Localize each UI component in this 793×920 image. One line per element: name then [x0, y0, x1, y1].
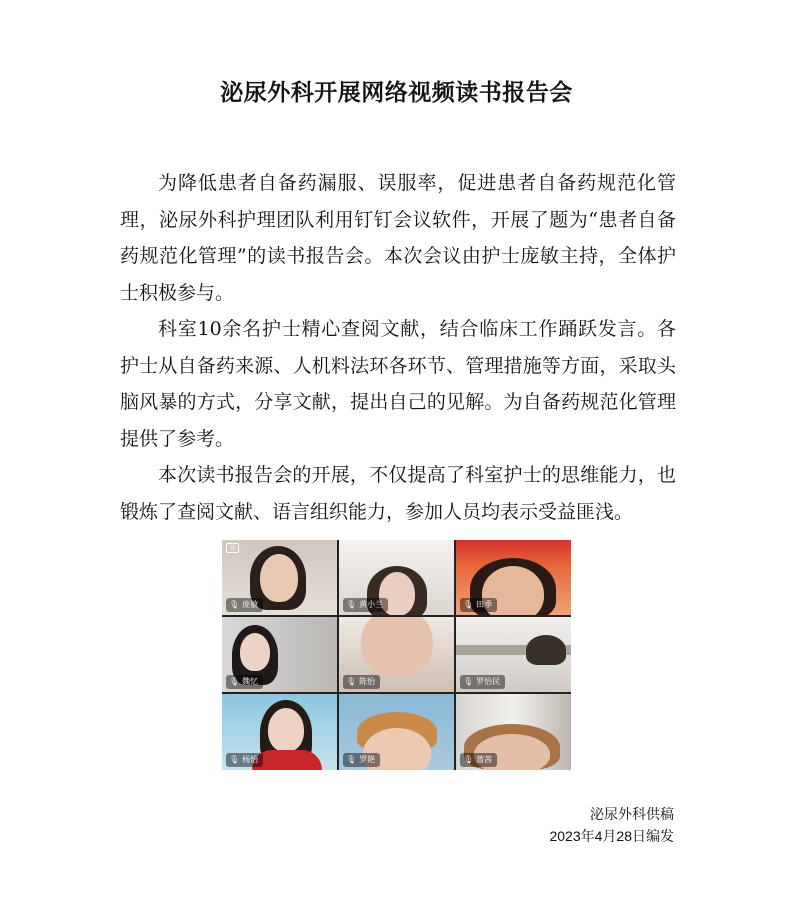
video-call-screenshot [222, 540, 571, 770]
microphone-icon: 🎙 [229, 600, 240, 609]
video-tile [222, 540, 337, 615]
participant-name-tag [343, 675, 380, 689]
microphone-icon: 🎙 [346, 600, 357, 609]
microphone-icon: 🎙 [463, 600, 474, 609]
participant-name: 蔷茜 [476, 755, 493, 764]
video-tile [222, 617, 337, 692]
microphone-icon: 🎙 [463, 677, 474, 686]
camera-switch-icon: ◎ [226, 543, 239, 553]
source-credit: 泌尿外科供稿 [590, 806, 674, 822]
video-tile [339, 617, 454, 692]
participant-name-tag [343, 598, 388, 612]
microphone-icon: 🎙 [463, 755, 474, 764]
video-tile [339, 540, 454, 615]
video-tile [456, 540, 571, 615]
video-tile [456, 694, 571, 770]
video-tile [222, 694, 337, 770]
participant-name-tag [460, 675, 505, 689]
microphone-icon: 🎙 [346, 755, 357, 764]
participant-name-tag [460, 753, 497, 767]
participant-name: 罗艳 [359, 755, 376, 764]
paragraph-1: 为降低患者自备药漏服、误服率，促进患者自备药规范化管理，泌尿外科护理团队利用钉钉会议软件，开展了题为“患者自备药规范化管理”的读书报告会。本次会议由护士庞敏主持，全体护士积极参与。 [120, 172, 676, 304]
participant-name-tag [226, 753, 263, 767]
paragraph-2: 科室10余名护士精心查阅文献，结合临床工作踊跃发言。各护士从自备药来源、人机料法环各环节、管理措施等方面，采取头脑风暴的方式，分享文献，提出自己的见解。为自备药规范化管理提供了参考。 [120, 318, 676, 450]
microphone-icon: 🎙 [346, 677, 357, 686]
document-title: 泌尿外科开展网络视频读书报告会 [220, 79, 573, 106]
publish-date: 2023年4月28日编发 [549, 828, 674, 844]
participant-name: 陈怡 [359, 677, 376, 686]
participant-name-tag [226, 675, 263, 689]
video-tile [339, 694, 454, 770]
participant-name: 黄小兰 [359, 600, 384, 609]
participant-name: 庞敏 [242, 600, 259, 609]
participant-name: 田季 [476, 600, 493, 609]
participant-name: 罗怡民 [476, 677, 501, 686]
participant-name-tag [343, 753, 380, 767]
participant-name-tag [460, 598, 497, 612]
microphone-icon: 🎙 [229, 677, 240, 686]
document-body [120, 165, 676, 530]
participant-name-tag [226, 598, 263, 612]
participant-name: 魏忆 [242, 677, 259, 686]
microphone-icon: 🎙 [229, 755, 240, 764]
video-tile [456, 617, 571, 692]
participant-name: 杨怡 [242, 755, 259, 764]
paragraph-3: 本次读书报告会的开展，不仅提高了科室护士的思维能力，也锻炼了查阅文献、语言组织能力，参加人员均表示受益匪浅。 [120, 464, 676, 523]
